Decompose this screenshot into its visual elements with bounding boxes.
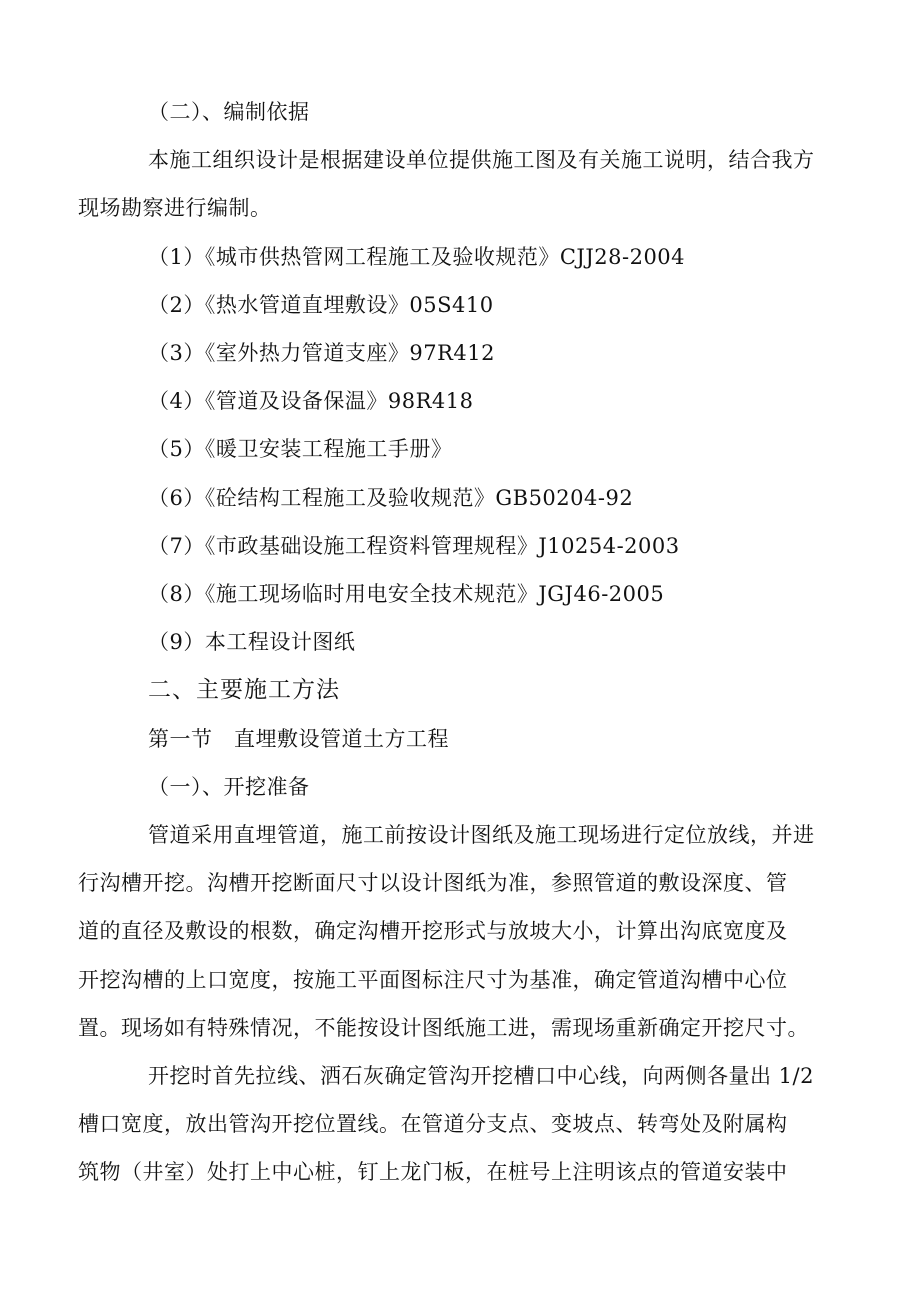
reference-item-7: （7）《市政基础设施工程资料管理规程》J10254-2003 [148,534,680,558]
section-heading: 第一节 直埋敷设管道土方工程 [148,727,449,751]
chapter-heading: 二、主要施工方法 [148,677,340,703]
para1-line-1: 管道采用直埋管道，施工前按设计图纸及施工现场进行定位放线，并进 [148,823,815,847]
para2-line-2: 槽口宽度，放出管沟开挖位置线。在管道分支点、变坡点、转弯处及附属构 [78,1112,788,1136]
reference-item-1: （1）《城市供热管网工程施工及验收规范》CJJ28-2004 [148,245,686,269]
reference-item-6: （6）《砼结构工程施工及验收规范》GB50204-92 [148,486,634,510]
basis-intro-line-1: 本施工组织设计是根据建设单位提供施工图及有关施工说明，结合我方 [148,148,815,172]
para1-line-4: 开挖沟槽的上口宽度，按施工平面图标注尺寸为基准，确定管道沟槽中心位 [78,968,788,992]
para2-line-3: 筑物（井室）处打上中心桩，钉上龙门板，在桩号上注明该点的管道安装中 [78,1160,788,1184]
reference-item-8: （8）《施工现场临时用电安全技术规范》JGJ46-2005 [148,582,665,606]
para1-line-3: 道的直径及敷设的根数，确定沟槽开挖形式与放坡大小，计算出沟底宽度及 [78,919,788,943]
subsection-heading: （一）、开挖准备 [148,775,310,799]
reference-item-5: （5）《暖卫安装工程施工手册》 [148,437,453,461]
reference-item-4: （4）《管道及设备保温》98R418 [148,389,474,413]
reference-item-3: （3）《室外热力管道支座》97R412 [148,341,495,365]
basis-intro-line-2: 现场勘察进行编制。 [78,196,272,220]
reference-item-2: （2）《热水管道直埋敷设》05S410 [148,293,494,317]
para1-line-5: 置。现场如有特殊情况，不能按设计图纸施工进，需现场重新确定开挖尺寸。 [78,1016,809,1040]
para1-line-2: 行沟槽开挖。沟槽开挖断面尺寸以设计图纸为准，参照管道的敷设深度、管 [78,871,788,895]
para2-line-1: 开挖时首先拉线、洒石灰确定管沟开挖槽口中心线，向两侧各量出 1/2 [148,1064,814,1088]
basis-heading: （二）、编制依据 [148,100,310,124]
reference-item-9: （9）本工程设计图纸 [148,630,356,654]
